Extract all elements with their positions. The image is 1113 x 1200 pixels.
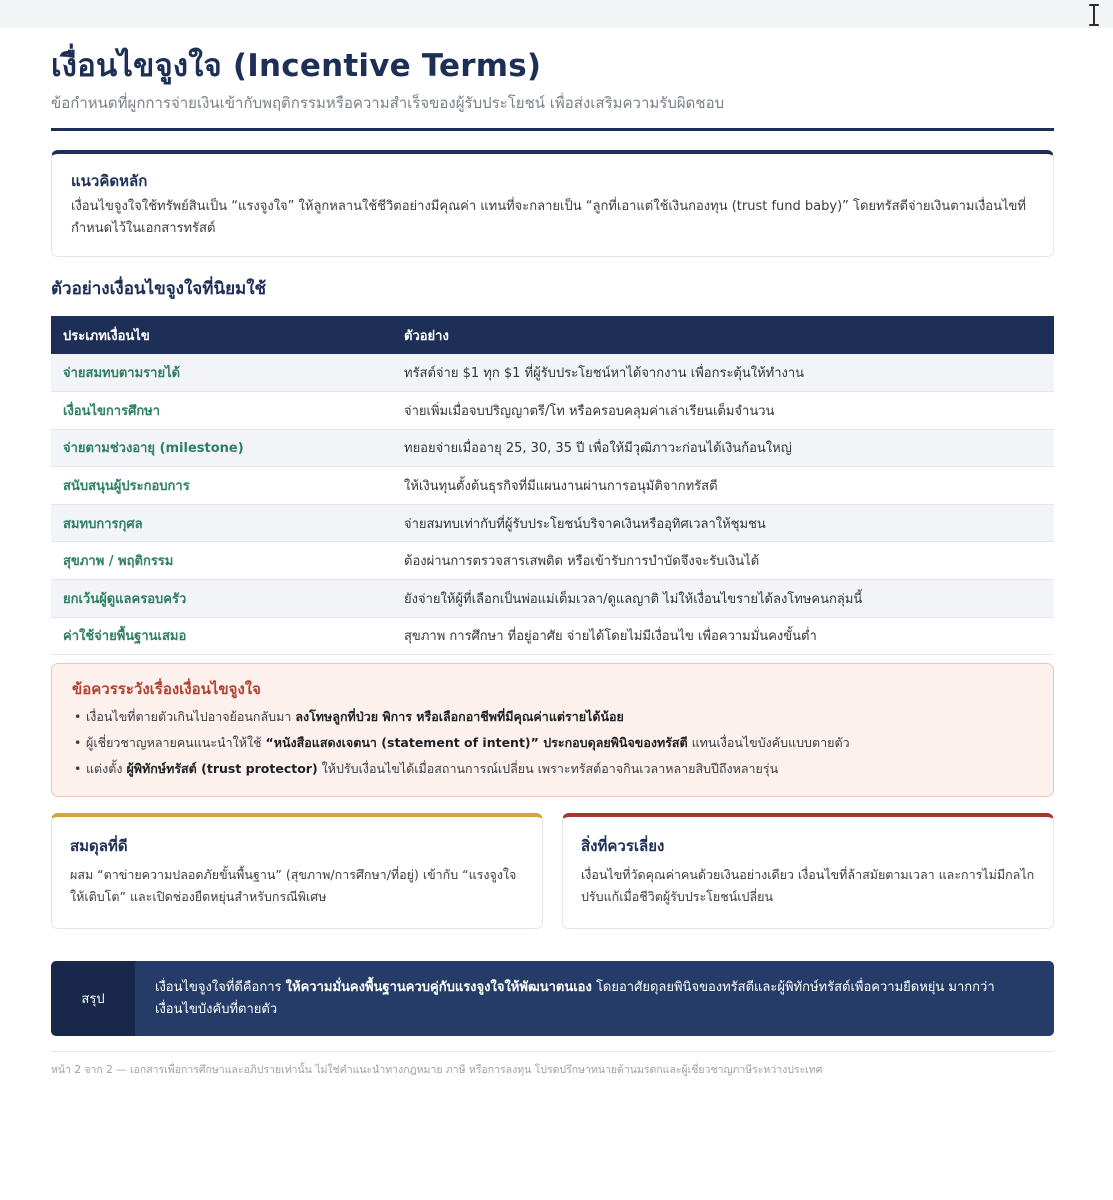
summary-banner (51, 961, 1054, 1036)
table-row (51, 392, 1054, 430)
caution-item-text: ให้ปรับเงื่อนไขได้เมื่อสถานการณ์เปลี่ยน เพราะทรัสต์อาจกินเวลาหลายสิบปีถึงหลายรุ่น (317, 761, 779, 777)
things-to-avoid-body: เงื่อนไขที่วัดคุณค่าคนด้วยเงินอย่างเดียว เงื่อนไขที่ล้าสมัยตามเวลา และการไม่มีกลไกปรับแก้เมื่อชีวิตผู้รับประโยชน์เปลี่ยน (581, 867, 1035, 905)
caution-item-emphasis: ลงโทษลูกที่ป่วย พิการ หรือเลือกอาชีพที่มีคุณค่าแต่รายได้น้อย (295, 709, 624, 725)
caution-item-text: เงื่อนไขที่ตายตัวเกินไปอาจย้อนกลับมา (86, 709, 296, 725)
things-to-avoid-title: สิ่งที่ควรเลี่ยง (581, 837, 665, 856)
condition-type-cell: สมทบการกุศล (51, 504, 392, 542)
good-balance-card (51, 813, 543, 929)
example-cell: ทยอยจ่ายเมื่ออายุ 25, 30, 35 ปี เพื่อให้มีวุฒิภาวะก่อนได้เงินก้อนใหญ่ (392, 429, 1054, 467)
table-header-row (51, 316, 1054, 354)
summary-emphasis: ให้ความมั่นคงพื้นฐานควบคู่กับแรงจูงใจให้พัฒนาตนเอง (285, 980, 592, 996)
condition-type-cell: สนับสนุนผู้ประกอบการ (51, 467, 392, 505)
table-row (51, 580, 1054, 618)
table-row (51, 467, 1054, 505)
summary-text (135, 961, 1054, 1036)
key-concept-card (51, 150, 1054, 257)
column-header-example: ตัวอย่าง (392, 316, 1054, 354)
column-header-type: ประเภทเงื่อนไข (51, 316, 392, 354)
caution-item-emphasis: “หนังสือแสดงเจตนา (statement of intent)” ประกอบดุลยพินิจของทรัสตี (265, 735, 688, 751)
example-cell: ทรัสต์จ่าย $1 ทุก $1 ที่ผู้รับประโยชน์หาได้จากงาน เพื่อกระตุ้นให้ทำงาน (392, 354, 1054, 392)
things-to-avoid-card (562, 813, 1054, 929)
caution-item-emphasis: ผู้พิทักษ์ทรัสต์ (trust protector) (126, 761, 318, 777)
two-column-cards (51, 813, 1054, 929)
caution-box (51, 663, 1054, 797)
caution-item (72, 756, 1033, 782)
example-cell: จ่ายเพิ่มเมื่อจบปริญญาตรี/โท หรือครอบคลุมค่าเล่าเรียนเต็มจำนวน (392, 392, 1054, 430)
example-cell: จ่ายสมทบเท่ากับที่ผู้รับประโยชน์บริจาคเงินหรืออุทิศเวลาให้ชุมชน (392, 504, 1054, 542)
summary-label: สรุป (51, 961, 135, 1036)
table-row (51, 504, 1054, 542)
page-title: เงื่อนไขจูงใจ (Incentive Terms) (51, 48, 542, 84)
caution-heading: ข้อควรระวังเรื่องเงื่อนไขจูงใจ (72, 680, 261, 699)
key-concept-heading: แนวคิดหลัก (71, 172, 148, 190)
key-concept-body: เงื่อนไขจูงใจใช้ทรัพย์สินเป็น “แรงจูงใจ” ให้ลูกหลานใช้ชีวิตอย่างมีคุณค่า แทนที่จะกลายเป็น “ลูกที่เอาแต่ใช้เงินกองทุน (trust fund baby)” โดยทรัสตีจ่ายเงินตามเงื่อนไขที่กำหนดไว้ในเอกสารทรัสต์ (71, 199, 1026, 236)
caution-list (72, 704, 1033, 782)
good-balance-title: สมดุลที่ดี (70, 837, 128, 856)
table-row (51, 617, 1054, 655)
caution-item (72, 704, 1033, 730)
page-subtitle: ข้อกำหนดที่ผูกการจ่ายเงินเข้ากับพฤติกรรมหรือความสำเร็จของผู้รับประโยชน์ เพื่อส่งเสริมความรับผิดชอบ (51, 94, 725, 112)
condition-type-cell: ค่าใช้จ่ายพื้นฐานเสมอ (51, 617, 392, 655)
text-cursor-icon[interactable] (1081, 2, 1107, 28)
condition-type-cell: เงื่อนไขการศึกษา (51, 392, 392, 430)
viewer-top-bar (0, 0, 1113, 28)
summary-text-part: เงื่อนไขจูงใจที่ดีคือการ (155, 980, 286, 996)
table-row (51, 354, 1054, 392)
example-cell: สุขภาพ การศึกษา ที่อยู่อาศัย จ่ายได้โดยไม่มีเงื่อนไข เพื่อความมั่นคงขั้นต่ำ (392, 617, 1054, 655)
table-row (51, 429, 1054, 467)
condition-type-cell: จ่ายสมทบตามรายได้ (51, 354, 392, 392)
incentive-examples-table (51, 316, 1054, 655)
document-page (51, 44, 1054, 1078)
caution-item (72, 730, 1033, 756)
condition-type-cell: สุขภาพ / พฤติกรรม (51, 542, 392, 580)
footer-divider (51, 1051, 1054, 1052)
table-row (51, 542, 1054, 580)
example-cell: ยังจ่ายให้ผู้ที่เลือกเป็นพ่อแม่เต็มเวลา/ดูแลญาติ ไม่ให้เงื่อนไขรายได้ลงโทษคนกลุ่มนี้ (392, 580, 1054, 618)
summary-text-part: โดยอาศัยดุลยพินิจของทรัสตีและผู้พิทักษ์ทรัสต์เพื่อความยืดหยุ่น มากกว่าเงื่อนไขบังคับที่ตายตัว (155, 980, 995, 1018)
example-cell: ต้องผ่านการตรวจสารเสพติด หรือเข้ารับการบำบัดจึงจะรับเงินได้ (392, 542, 1054, 580)
caution-item-text: ผู้เชี่ยวชาญหลายคนแนะนำให้ใช้ (86, 735, 266, 751)
examples-section-title: ตัวอย่างเงื่อนไขจูงใจที่นิยมใช้ (51, 279, 267, 299)
good-balance-body: ผสม “ตาข่ายความปลอดภัยขั้นพื้นฐาน” (สุขภาพ/การศึกษา/ที่อยู่) เข้ากับ “แรงจูงใจให้เติบโต” และเปิดช่องยืดหยุ่นสำหรับกรณีพิเศษ (70, 867, 517, 905)
page-footer: หน้า 2 จาก 2 — เอกสารเพื่อการศึกษาและอภิปรายเท่านั้น ไม่ใช่คำแนะนำทางกฎหมาย ภาษี หรือการลงทุน โปรดปรึกษาทนายด้านมรดกและผู้เชี่ยวชาญภาษีระหว่างประเทศ (51, 1064, 823, 1077)
caution-item-text: แต่งตั้ง (86, 761, 127, 777)
title-divider (51, 128, 1054, 131)
caution-item-text: แทนเงื่อนไขบังคับแบบตายตัว (687, 735, 850, 751)
example-cell: ให้เงินทุนตั้งต้นธุรกิจที่มีแผนงานผ่านการอนุมัติจากทรัสตี (392, 467, 1054, 505)
condition-type-cell: ยกเว้นผู้ดูแลครอบครัว (51, 580, 392, 618)
condition-type-cell: จ่ายตามช่วงอายุ (milestone) (51, 429, 392, 467)
